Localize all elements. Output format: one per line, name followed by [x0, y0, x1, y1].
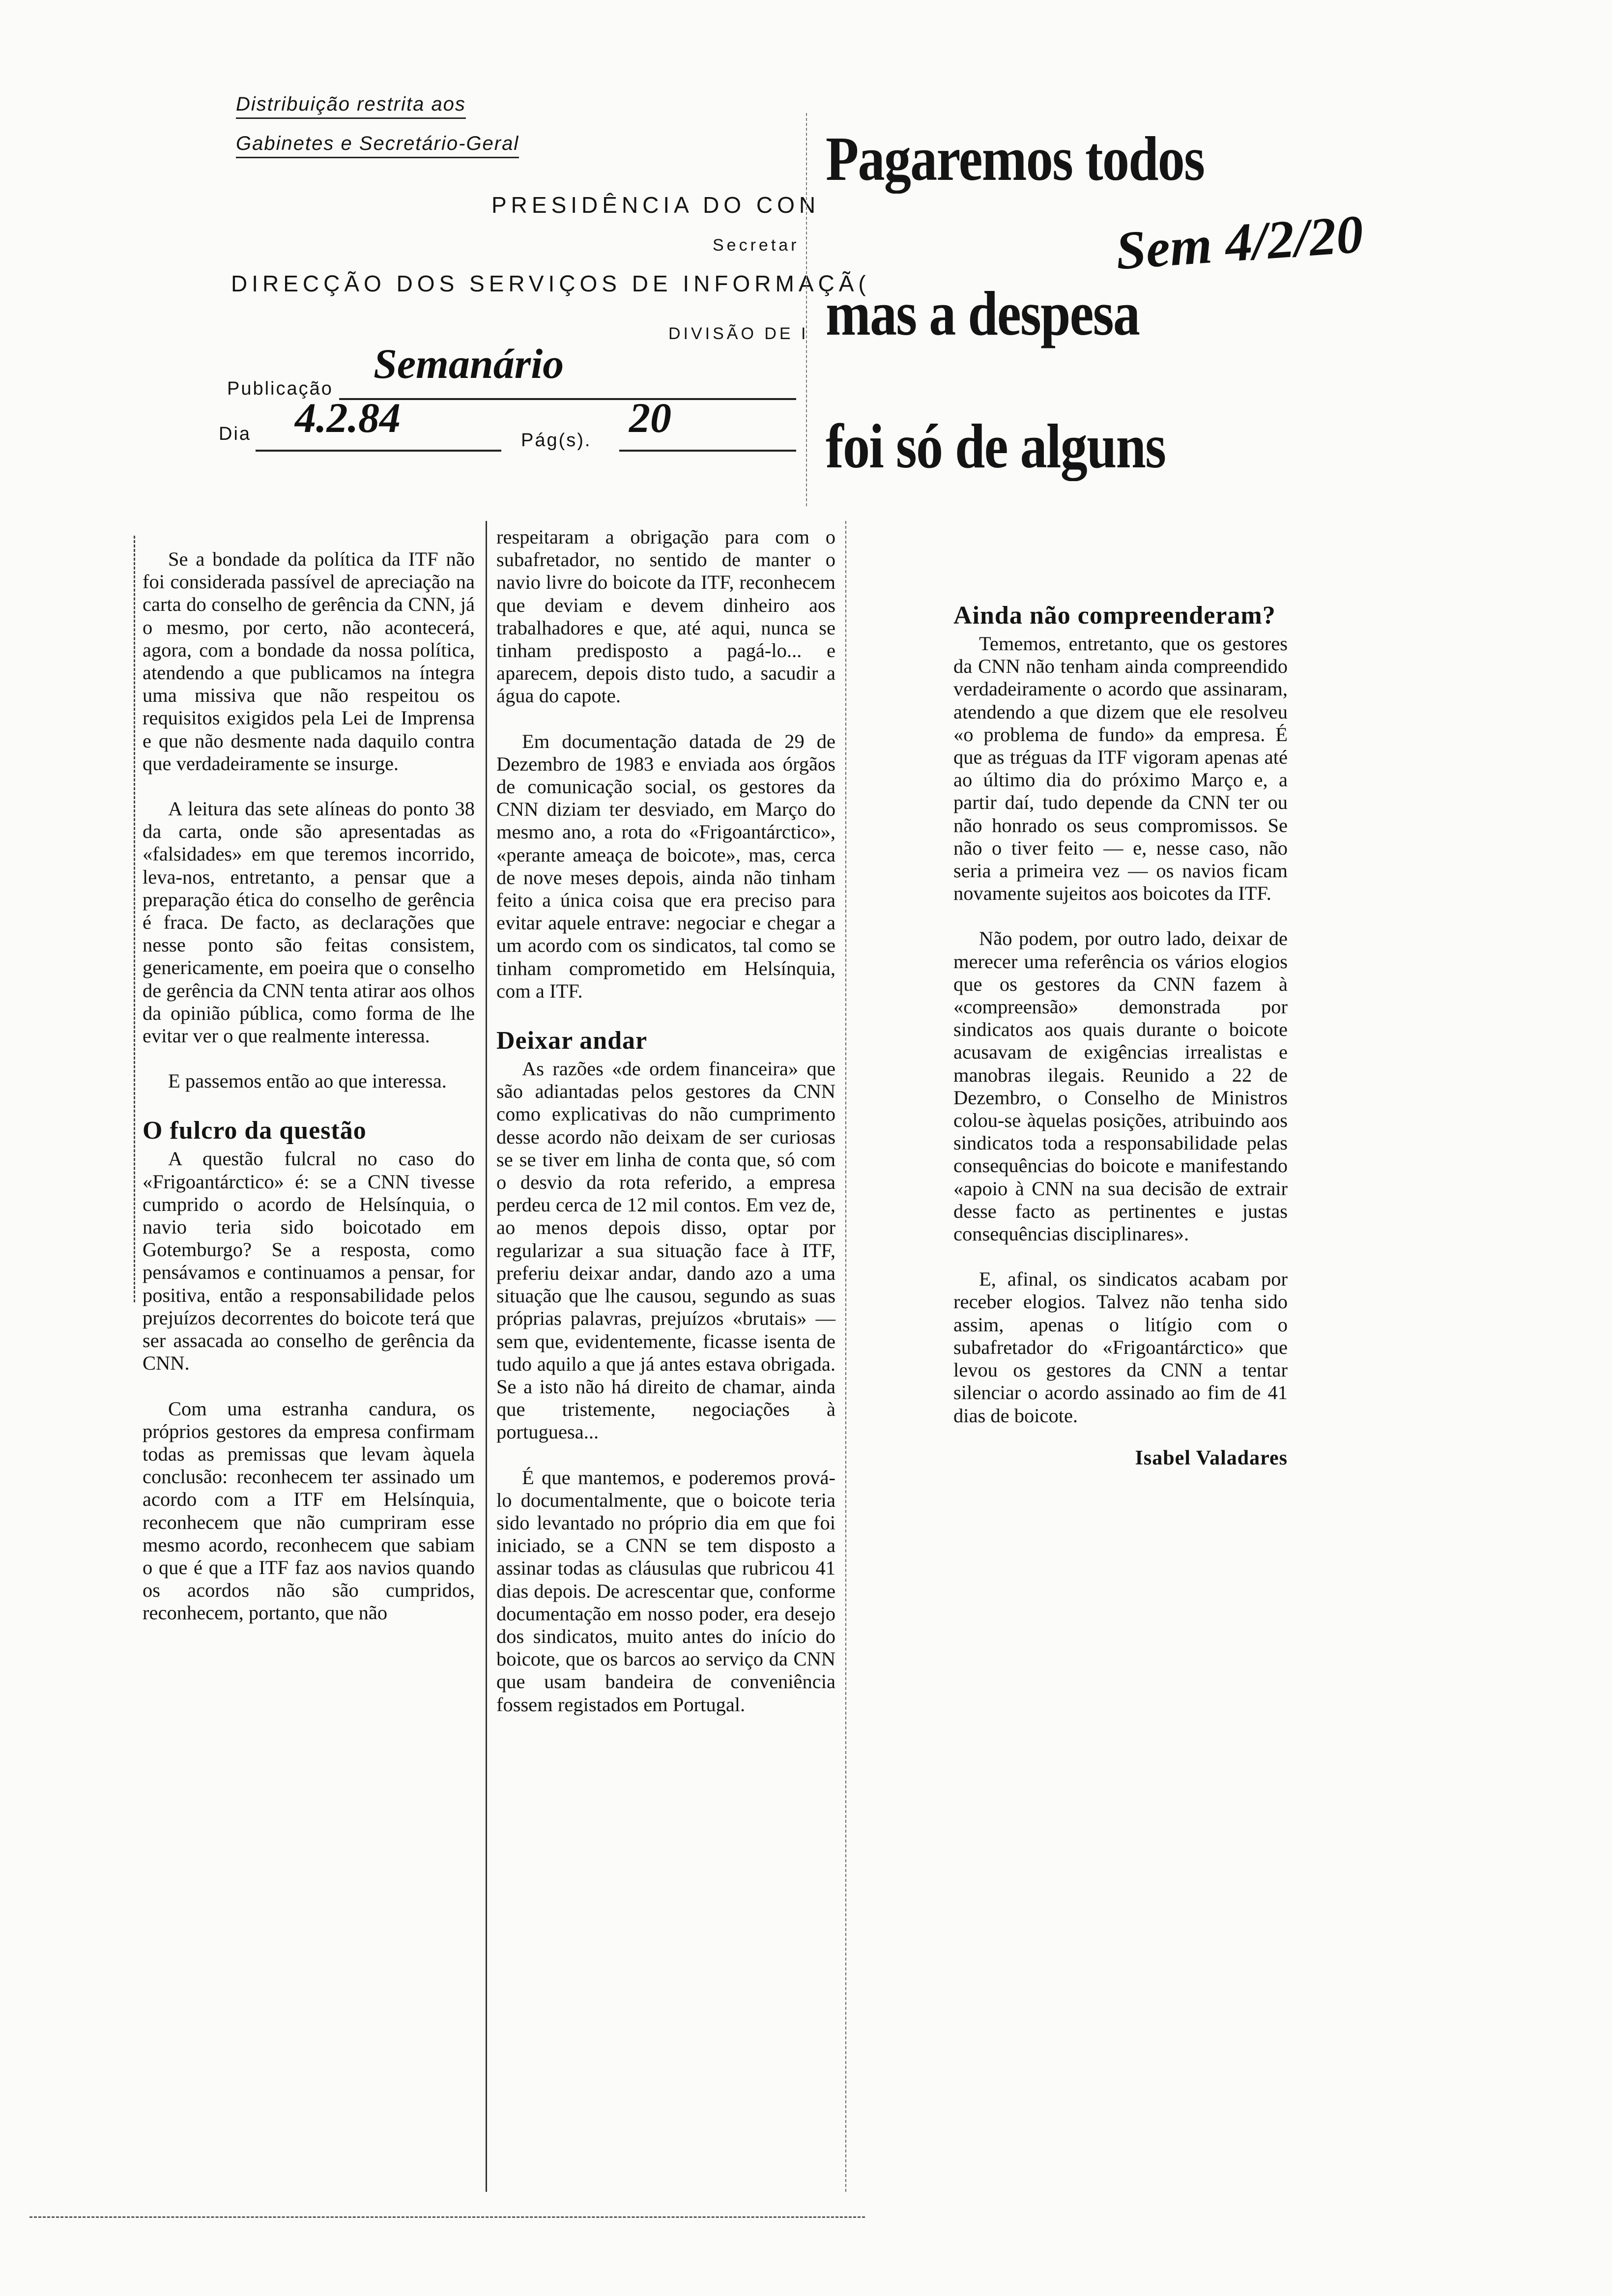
paragraph: Tememos, entretanto, que os gestores da CNN não tenham ainda compreendido verdadeiramente o acordo que assinaram, atendendo a que dizem que ele resolveu «o problema de fundo» da empresa. É que as tréguas da ITF vigoram apenas até ao último dia do próximo Março e, a partir daí, tudo depende da CNN ter ou não honrado os seus compromissos. Se não o tiver feito — e, nesse caso, não seria a primeira vez — os navios ficam novamente sujeitos aos boicotes da ITF. — [953, 632, 1288, 905]
subheading-ainda-nao: Ainda não compreenderam? — [953, 602, 1276, 630]
paragraph: É que mantemos, e poderemos prová-lo documentalmente, que o boicote teria sido levantado no próprio dia em que foi iniciado, se a CNN se tem disposto a assinar todas as cláusulas que rubricou 41 dias depois. De acrescentar que, conforme documentação em nosso poder, era desejo dos sindicatos, muito antes do início do boicote, que os barcos ao serviço da CNN que usam bandeira de conveniência fossem registados em Portugal. — [496, 1466, 835, 1716]
column-divider-2 — [845, 521, 846, 2192]
stamp-sheet-edge — [806, 113, 807, 506]
headline-line3: foi só de alguns — [826, 411, 1166, 481]
paragraph: E passemos então ao que interessa. — [168, 1070, 447, 1092]
paragraph: A leitura das sete alíneas do ponto 38 da carta, onde são apresentadas as «falsidades» em que teremos incorrido, leva-nos, entretanto, a pensar que a preparação ética do conselho de gerência é fraca. De facto, as declarações que nesse ponto são feitas consistem, genericamente, em poeira que o conselho de gerência da CNN tenta atirar aos olhos da opinião pública, como forma de lhe evitar ver o que realmente interessa. — [143, 798, 475, 1047]
day-handwritten: 4.2.84 — [295, 394, 401, 441]
presidency-label: PRESIDÊNCIA DO CON — [491, 192, 820, 218]
restricted-distribution-line1: Distribuição restrita aos — [236, 93, 466, 119]
paragraph: Se a bondade da política da ITF não foi considerada passível de apreciação na carta do conselho de gerência da CNN, já o mesmo, por certo, não acontecerá, agora, com a bondade da nossa política, atendendo a que publicamos na íntegra uma missiva que não respeitou os requisitos exigidos pela Lei de Imprensa e que não desmente nada daquilo contra que verdadeiramente se insurge. — [143, 548, 475, 775]
headline-line2: mas a despesa — [826, 279, 1140, 348]
margin-handwritten-note: Sem 4/2/20 — [1114, 203, 1365, 281]
paragraph: E, afinal, os sindicatos acabam por receber elogios. Talvez não tenha sido assim, apenas o litígio com o subafretador do «Frigoantárctico» que levou os gestores da CNN a tentar silenciar o acordo assinado ao fim de 41 dias de boicote. — [953, 1268, 1288, 1427]
publication-handwritten: Semanário — [374, 340, 564, 387]
article-column-2 — [496, 526, 835, 1716]
restricted-distribution-line2: Gabinetes e Secretário-Geral — [236, 133, 519, 158]
subheading-fulcro: O fulcro da questão — [143, 1117, 367, 1145]
paragraph: A questão fulcral no caso do «Frigoantárctico» é: se a CNN tivesse cumprido o acordo de Helsínquia, o navio teria sido boicotado em Gotemburgo? Se a resposta, como pensávamos e continuamos a pensar, for positiva, então a responsabilidade pelos prejuízos decorrentes do boicote terá que ser assacada ao conselho de gerência da CNN. — [143, 1148, 475, 1375]
day-label: Dia — [219, 424, 252, 444]
directorate-label: DIRECÇÃO DOS SERVIÇOS DE INFORMAÇÃ( — [231, 271, 870, 296]
paragraph: As razões «de ordem financeira» que são adiantadas pelos gestores da CNN como explicativas do não cumprimento desse acordo não deixam de ser curiosas se se tiver em linha de conta que, só com o desvio da rota referido, a empresa perdeu cerca de 12 mil contos. Em vez de, ao menos depois disso, optar por regularizar a sua situação face à ITF, preferiu deixar andar, dando azo a uma situação que lhe causou, segundo as suas próprias palavras, prejuízos «brutais» — sem que, evidentemente, ficasse isenta de tudo aquilo a que já antes estava obrigada. Se a isto não há direito de chamar, ainda que tristemente, negociações à portuguesa... — [496, 1058, 835, 1443]
publication-underline — [339, 398, 796, 400]
bottom-page-edge — [29, 2216, 865, 2218]
secretariat-label: Secretar — [713, 236, 800, 255]
paragraph: Em documentação datada de 29 de Dezembro de 1983 e enviada aos órgãos de comunicação social, os gestores da CNN diziam ter desviado, em Março do mesmo ano, a rota do «Frigoantárctico», «perante ameaça de boicote», mas, cerca de nove meses depois, ainda não tinham feito a única coisa que era preciso para evitar aquele entrave: negociar e chegar a um acordo com os sindicatos, tal como se tinham comprometido em Helsínquia, com a ITF. — [496, 730, 835, 1002]
paragraph: Não podem, por outro lado, deixar de merecer uma referência os vários elogios que os gestores da CNN fazem à «compreensão» demonstrada por sindicatos aos quais durante o boicote acusavam de exigências irrealistas e manobras ilegais. Reunido a 22 de Dezembro, o Conselho de Ministros colou-se àquelas posições, atribuindo aos sindicatos toda a responsabilidade pelas consequências do boicote e manifestando «apoio à CNN na sua decisão de extrair desse facto as pertinentes e justas consequências disciplinares». — [953, 927, 1288, 1245]
pages-label: Pág(s). — [521, 430, 592, 451]
headline-line1: Pagaremos todos — [826, 124, 1205, 194]
paragraph: Com uma estranha candura, os próprios gestores da empresa confirmam todas as premissas que levam àquela conclusão: reconhecem ter assinado um acordo com a ITF em Helsínquia, reconhecem que não cumpriram esse mesmo acordo, reconhecem que sabiam o que é que a ITF faz aos navios quando os acordos não são cumpridos, reconhecem, portanto, que não — [143, 1397, 475, 1624]
column1-left-rule — [134, 536, 135, 1302]
day-underline — [256, 450, 501, 452]
paragraph: respeitaram a obrigação para com o subafretador, no sentido de manter o navio livre do boicote da ITF, reconhecem que deviam e devem dinheiro aos trabalhadores e que, até aqui, nunca se tinham predisposto a pagá-lo... e aparecem, depois disto tudo, a sacudir a água do capote. — [496, 526, 835, 707]
author-signature: Isabel Valadares — [1135, 1446, 1288, 1469]
column-divider-1 — [486, 521, 487, 2192]
article-column-3 — [953, 602, 1288, 1469]
pages-underline — [619, 450, 796, 452]
division-label: DIVISÃO DE I — [668, 324, 809, 343]
pages-handwritten: 20 — [629, 394, 671, 441]
subheading-deixar-andar: Deixar andar — [496, 1027, 648, 1055]
article-column-1 — [143, 548, 475, 1625]
publication-label: Publicação — [227, 378, 333, 399]
